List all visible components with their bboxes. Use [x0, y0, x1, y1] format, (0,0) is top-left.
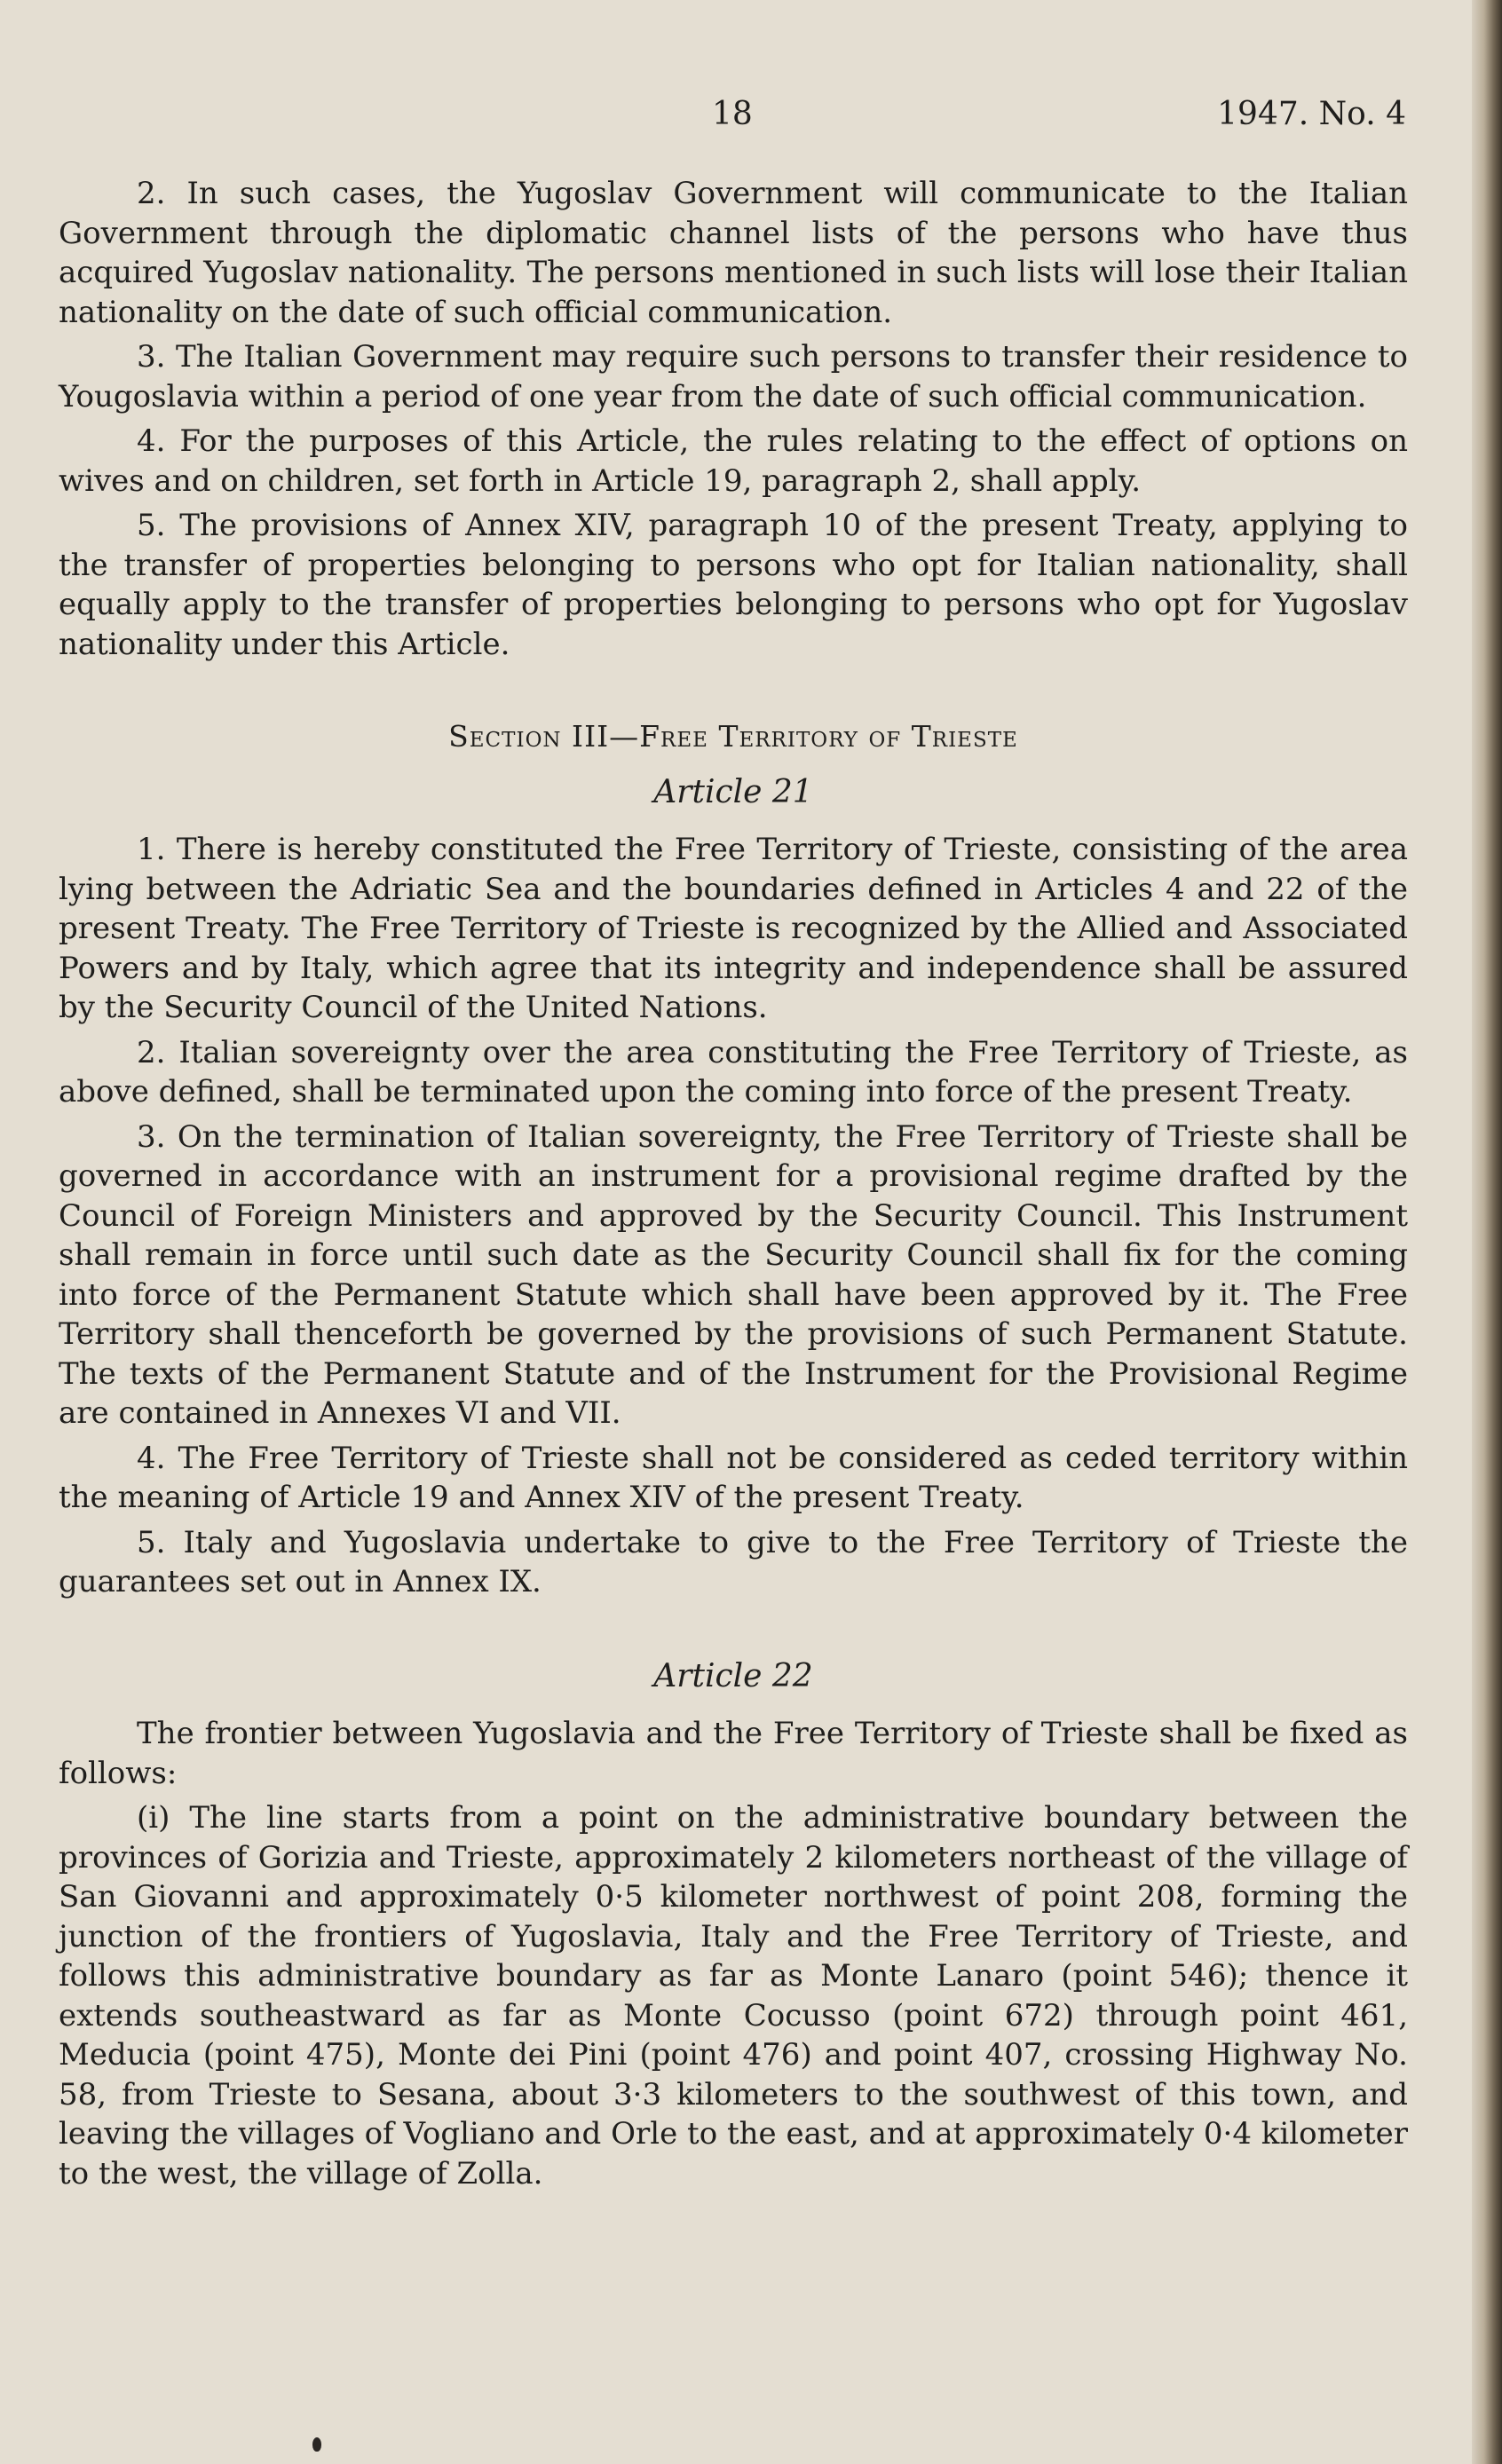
paragraph: 2. Italian sovereignty over the area constituting the Free Territory of Trieste, as above defined, shall be terminated upon the coming into force of the present Treaty. [59, 1034, 1408, 1110]
paragraph: 1. There is hereby constituted the Free Territory of Trieste, consisting of the area lying between the Adriatic Sea and the boundaries defined in Articles 4 and 22 of the present Treaty. The Free Territory of Trieste is recognized by the Allied and Associated Powers and by Italy, which agree that its integrity and independence shall be assured by the Security Council of the United Nations. [59, 832, 1408, 1025]
page-header [59, 96, 1406, 140]
body-text [59, 174, 1408, 2199]
paragraph: (i) The line starts from a point on the administrative boundary between the provinces of Gorizia and Trieste, approximately 2 kilometers northeast of the village of San Giovanni and approximately 0·5 kilometer northwest of point 208, forming the junction of the frontiers of Yugoslavia, Italy and the Free Territory of Trieste, and follows this administrative boundary as far as Monte Lanaro (point 546); thence it extends southeastward as far as Monte Cocusso (point 672) through point 461, Meducia (point 475), Monte dei Pini (point 476) and point 407, crossing Highway No. 58, from Trieste to Sesana, about 3·3 kilometers to the southwest of this town, and leaving the villages of Vogliano and Orle to the east, and at approximately 0·4 kilometer to the west, the village of Zolla. [59, 1800, 1408, 2192]
paragraph: 5. Italy and Yugoslavia undertake to give to the Free Territory of Trieste the guarantees set out in Annex IX. [59, 1524, 1408, 1599]
article-22-heading: Article 22 [653, 1657, 813, 1694]
paragraph: 3. The Italian Government may require such persons to transfer their residence to Yougoslavia within a period of one year from the date of such official communication. [59, 339, 1408, 415]
article-21-heading: Article 21 [653, 773, 813, 810]
section-heading: Section III—Free Territory of Trieste [448, 719, 1018, 754]
printer-mark [312, 2437, 321, 2452]
paragraph: 5. The provisions of Annex XIV, paragraph 10 of the present Treaty, applying to the transfer of properties belonging to persons who opt for Italian nationality, shall equally apply to the transfer of properties belonging to persons who opt for Yugoslav nationality under this Article. [59, 508, 1408, 662]
paragraph: 2. In such cases, the Yugoslav Government will communicate to the Italian Government through the diplomatic channel lists of the persons who have thus acquired Yugoslav nationality. The persons mentioned in such lists will lose their Italian nationality on the date of such official communication. [59, 176, 1408, 330]
paragraph: The frontier between Yugoslavia and the Free Territory of Trieste shall be fixed as follows: [59, 1716, 1408, 1791]
document-reference: 1947. No. 4 [1217, 96, 1406, 132]
paragraph: 4. For the purposes of this Article, the rules relating to the effect of options on wives and on children, set forth in Article 19, paragraph 2, shall apply. [59, 423, 1408, 499]
paragraph: 3. On the termination of Italian sovereignty, the Free Territory of Trieste shall be governed in accordance with an instrument for a provisional regime drafted by the Council of Foreign Ministers and approved by the Security Council. This Instrument shall remain in force until such date as the Security Council shall fix for the coming into force of the Permanent Statute which shall have been approved by it. The Free Territory shall thenceforth be governed by the provisions of such Permanent Statute. The texts of the Permanent Statute and of the Instrument for the Provisional Regime are contained in Annexes VI and VII. [59, 1118, 1408, 1431]
paragraph: 4. The Free Territory of Trieste shall not be considered as ceded territory within the meaning of Article 19 and Annex XIV of the present Treaty. [59, 1440, 1408, 1515]
binding-edge [1472, 0, 1502, 2464]
page-number: 18 [712, 96, 753, 132]
